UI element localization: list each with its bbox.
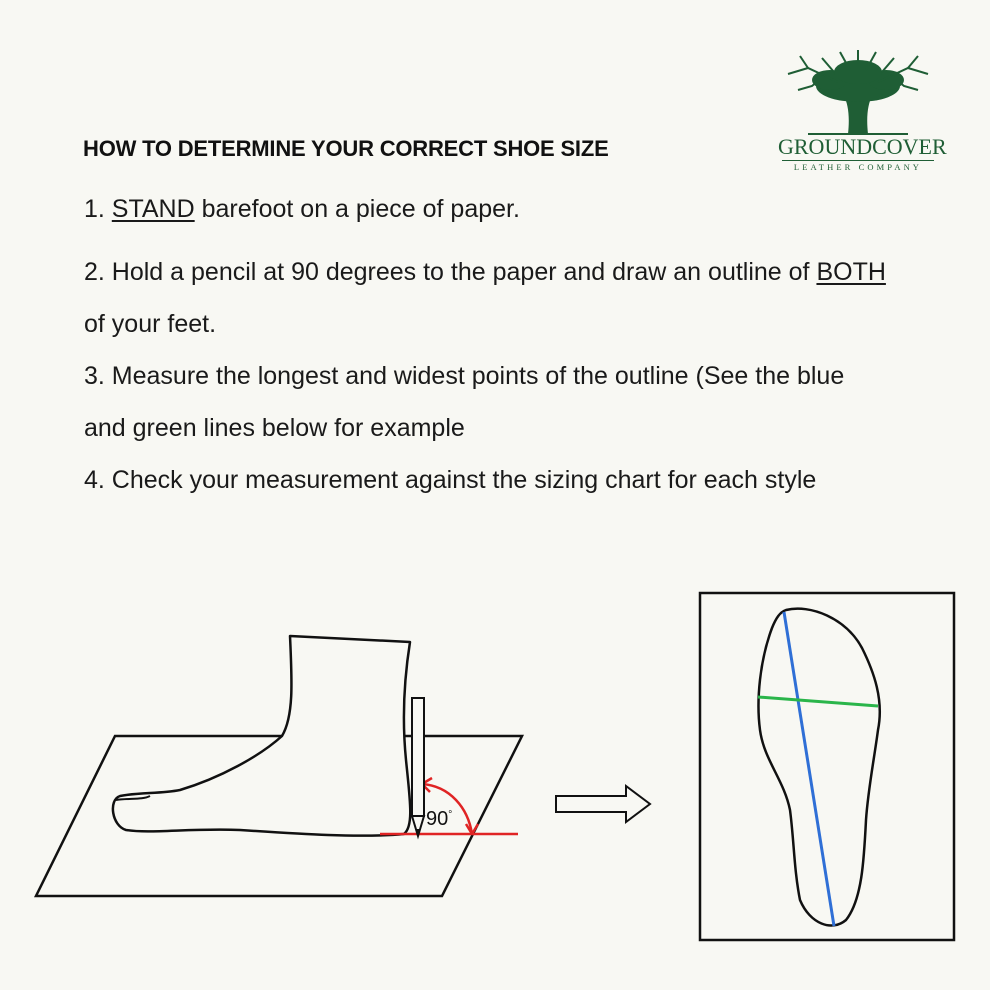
step-2-emphasis: BOTH bbox=[816, 258, 886, 286]
page-title: HOW TO DETERMINE YOUR CORRECT SHOE SIZE bbox=[83, 136, 609, 161]
logo-wordmark: GROUNDCOVER bbox=[778, 134, 947, 159]
degree-symbol: ° bbox=[448, 809, 453, 821]
step-1-emphasis: STAND bbox=[111, 195, 195, 223]
step-2-continuation: of your feet. bbox=[84, 310, 217, 338]
pencil-icon bbox=[412, 698, 424, 836]
step-1-suffix: barefoot on a piece of paper. bbox=[194, 195, 520, 223]
step-3: 3. Measure the longest and widest points of the outline (See the blue bbox=[84, 362, 845, 390]
arrow-right-icon bbox=[556, 786, 650, 822]
step-3-continuation: and green lines below for example bbox=[84, 414, 465, 442]
logo-subtitle: LEATHER COMPANY bbox=[793, 162, 923, 172]
step-4: 4. Check your measurement against the sizing chart for each style bbox=[84, 466, 817, 494]
step-1-prefix: 1. bbox=[84, 195, 112, 223]
angle-label bbox=[426, 808, 452, 831]
step-2-prefix: 2. Hold a pencil at 90 degrees to the paper and draw an outline of bbox=[84, 258, 817, 286]
angle-value: 90 bbox=[426, 808, 449, 830]
